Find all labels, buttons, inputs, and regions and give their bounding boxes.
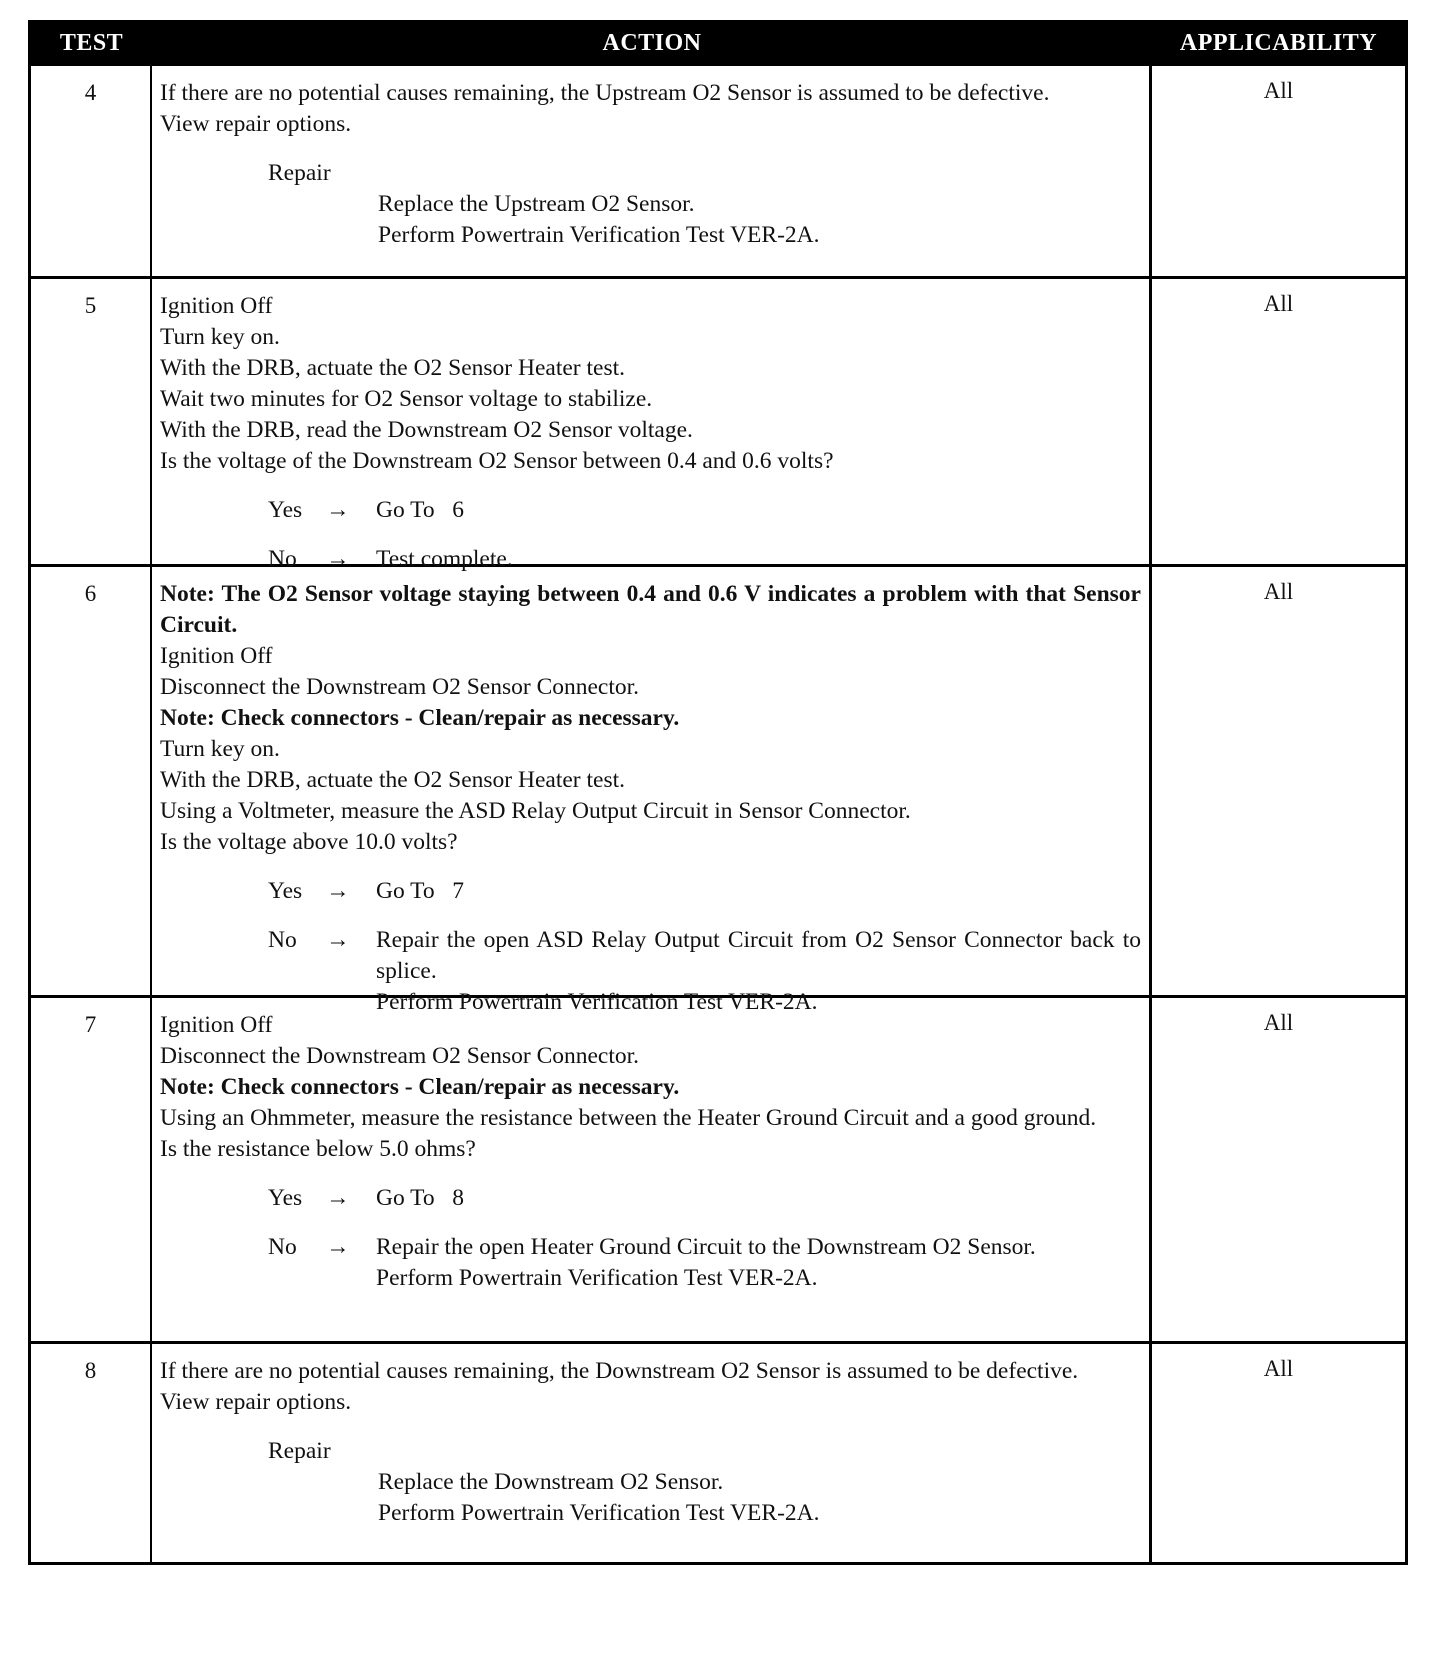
yes-label: Yes bbox=[268, 497, 303, 523]
yes-option bbox=[268, 876, 1141, 907]
no-option bbox=[268, 1232, 1141, 1294]
applicability-value: All bbox=[1263, 291, 1294, 316]
no-text-group bbox=[376, 1232, 1141, 1294]
yes-text: Go To 7 bbox=[376, 878, 465, 904]
repair-label: Repair bbox=[268, 160, 331, 186]
table-row bbox=[31, 564, 1405, 1015]
action-line: Is the voltage of the Downstream O2 Sensor between 0.4 and 0.6 volts? bbox=[160, 448, 834, 474]
note: Note: Check connectors - Clean/repair as necessary. bbox=[160, 705, 680, 731]
note: Note: Check connectors - Clean/repair as necessary. bbox=[160, 1074, 680, 1100]
diagnostic-table bbox=[28, 20, 1408, 1565]
no-label: No bbox=[268, 546, 297, 572]
action-cell bbox=[152, 1344, 1152, 1562]
repair-step: Perform Powertrain Verification Test VER-2A. bbox=[378, 222, 820, 248]
action-line: Is the resistance below 5.0 ohms? bbox=[160, 1136, 476, 1162]
action-line: View repair options. bbox=[160, 111, 352, 137]
action-line: Using a Voltmeter, measure the ASD Relay Output Circuit in Sensor Connector. bbox=[160, 798, 911, 824]
no-text-2: Perform Powertrain Verification Test VER-2A. bbox=[376, 989, 818, 1015]
no-text: Test complete. bbox=[376, 546, 513, 572]
action-cell bbox=[152, 279, 1152, 572]
arrow-icon: → bbox=[326, 927, 350, 953]
test-number: 6 bbox=[31, 567, 152, 995]
action-cell bbox=[152, 66, 1152, 276]
table-row bbox=[31, 995, 1405, 1341]
action-cell bbox=[152, 998, 1152, 1341]
action-line: View repair options. bbox=[160, 1389, 352, 1415]
no-text: Repair the open Heater Ground Circuit to the Downstream O2 Sensor. bbox=[376, 1234, 1036, 1260]
repair-step: Replace the Downstream O2 Sensor. bbox=[378, 1469, 724, 1495]
repair-step: Replace the Upstream O2 Sensor. bbox=[378, 191, 695, 217]
action-line: Ignition Off bbox=[160, 643, 273, 669]
arrow-icon: → bbox=[326, 878, 350, 904]
action-line: If there are no potential causes remaining, the Downstream O2 Sensor is assumed to be defective. bbox=[160, 1358, 1079, 1384]
repair-step: Perform Powertrain Verification Test VER-2A. bbox=[378, 1500, 820, 1526]
action-line: Ignition Off bbox=[160, 293, 273, 319]
applicability-value: All bbox=[1263, 1356, 1294, 1381]
yes-label: Yes bbox=[268, 878, 303, 904]
action-line: With the DRB, actuate the O2 Sensor Heater test. bbox=[160, 355, 626, 381]
action-line: Is the voltage above 10.0 volts? bbox=[160, 829, 458, 855]
table-row bbox=[31, 63, 1405, 276]
action-line: Turn key on. bbox=[160, 324, 280, 350]
yes-option bbox=[268, 495, 1141, 526]
arrow-icon: → bbox=[326, 1234, 350, 1260]
header-test: TEST bbox=[59, 29, 124, 56]
repair-label: Repair bbox=[268, 1438, 331, 1464]
yes-text: Go To 8 bbox=[376, 1185, 465, 1211]
yes-label: Yes bbox=[268, 1185, 303, 1211]
test-number: 7 bbox=[31, 998, 152, 1341]
arrow-icon: → bbox=[326, 546, 350, 572]
applicability-value: All bbox=[1263, 1010, 1294, 1035]
no-label: No bbox=[268, 927, 297, 953]
yes-text: Go To 6 bbox=[376, 497, 465, 523]
test-number: 5 bbox=[31, 279, 152, 564]
header-action: ACTION bbox=[602, 29, 702, 56]
action-line: If there are no potential causes remaining, the Upstream O2 Sensor is assumed to be defective. bbox=[160, 80, 1050, 106]
header-applicability: APPLICABILITY bbox=[1179, 29, 1378, 56]
action-line: Wait two minutes for O2 Sensor voltage to stabilize. bbox=[160, 386, 653, 412]
test-number: 8 bbox=[31, 1344, 152, 1562]
action-line: Turn key on. bbox=[160, 736, 280, 762]
table-row bbox=[31, 276, 1405, 572]
no-text-2: Perform Powertrain Verification Test VER-2A. bbox=[376, 1265, 818, 1291]
action-line: With the DRB, actuate the O2 Sensor Heater test. bbox=[160, 767, 626, 793]
applicability-value: All bbox=[1263, 78, 1294, 103]
no-text: Repair the open ASD Relay Output Circuit from O2 Sensor Connector back to splice. bbox=[376, 927, 1141, 984]
action-line: Disconnect the Downstream O2 Sensor Connector. bbox=[160, 674, 640, 700]
note: Note: The O2 Sensor voltage staying between 0.4 and 0.6 V indicates a problem with that Sensor Circuit. bbox=[160, 581, 1141, 638]
action-line: Ignition Off bbox=[160, 1012, 273, 1038]
applicability-value: All bbox=[1263, 579, 1294, 604]
action-line: Disconnect the Downstream O2 Sensor Connector. bbox=[160, 1043, 640, 1069]
action-line: With the DRB, read the Downstream O2 Sensor voltage. bbox=[160, 417, 693, 443]
no-label: No bbox=[268, 1234, 297, 1260]
arrow-icon: → bbox=[326, 497, 350, 523]
action-cell bbox=[152, 567, 1152, 1015]
test-number: 4 bbox=[31, 66, 152, 276]
yes-option bbox=[268, 1183, 1141, 1214]
table-row bbox=[31, 1341, 1405, 1562]
action-line: Using an Ohmmeter, measure the resistance between the Heater Ground Circuit and a good ground. bbox=[160, 1105, 1097, 1131]
arrow-icon: → bbox=[326, 1185, 350, 1211]
table-header bbox=[31, 23, 1405, 63]
